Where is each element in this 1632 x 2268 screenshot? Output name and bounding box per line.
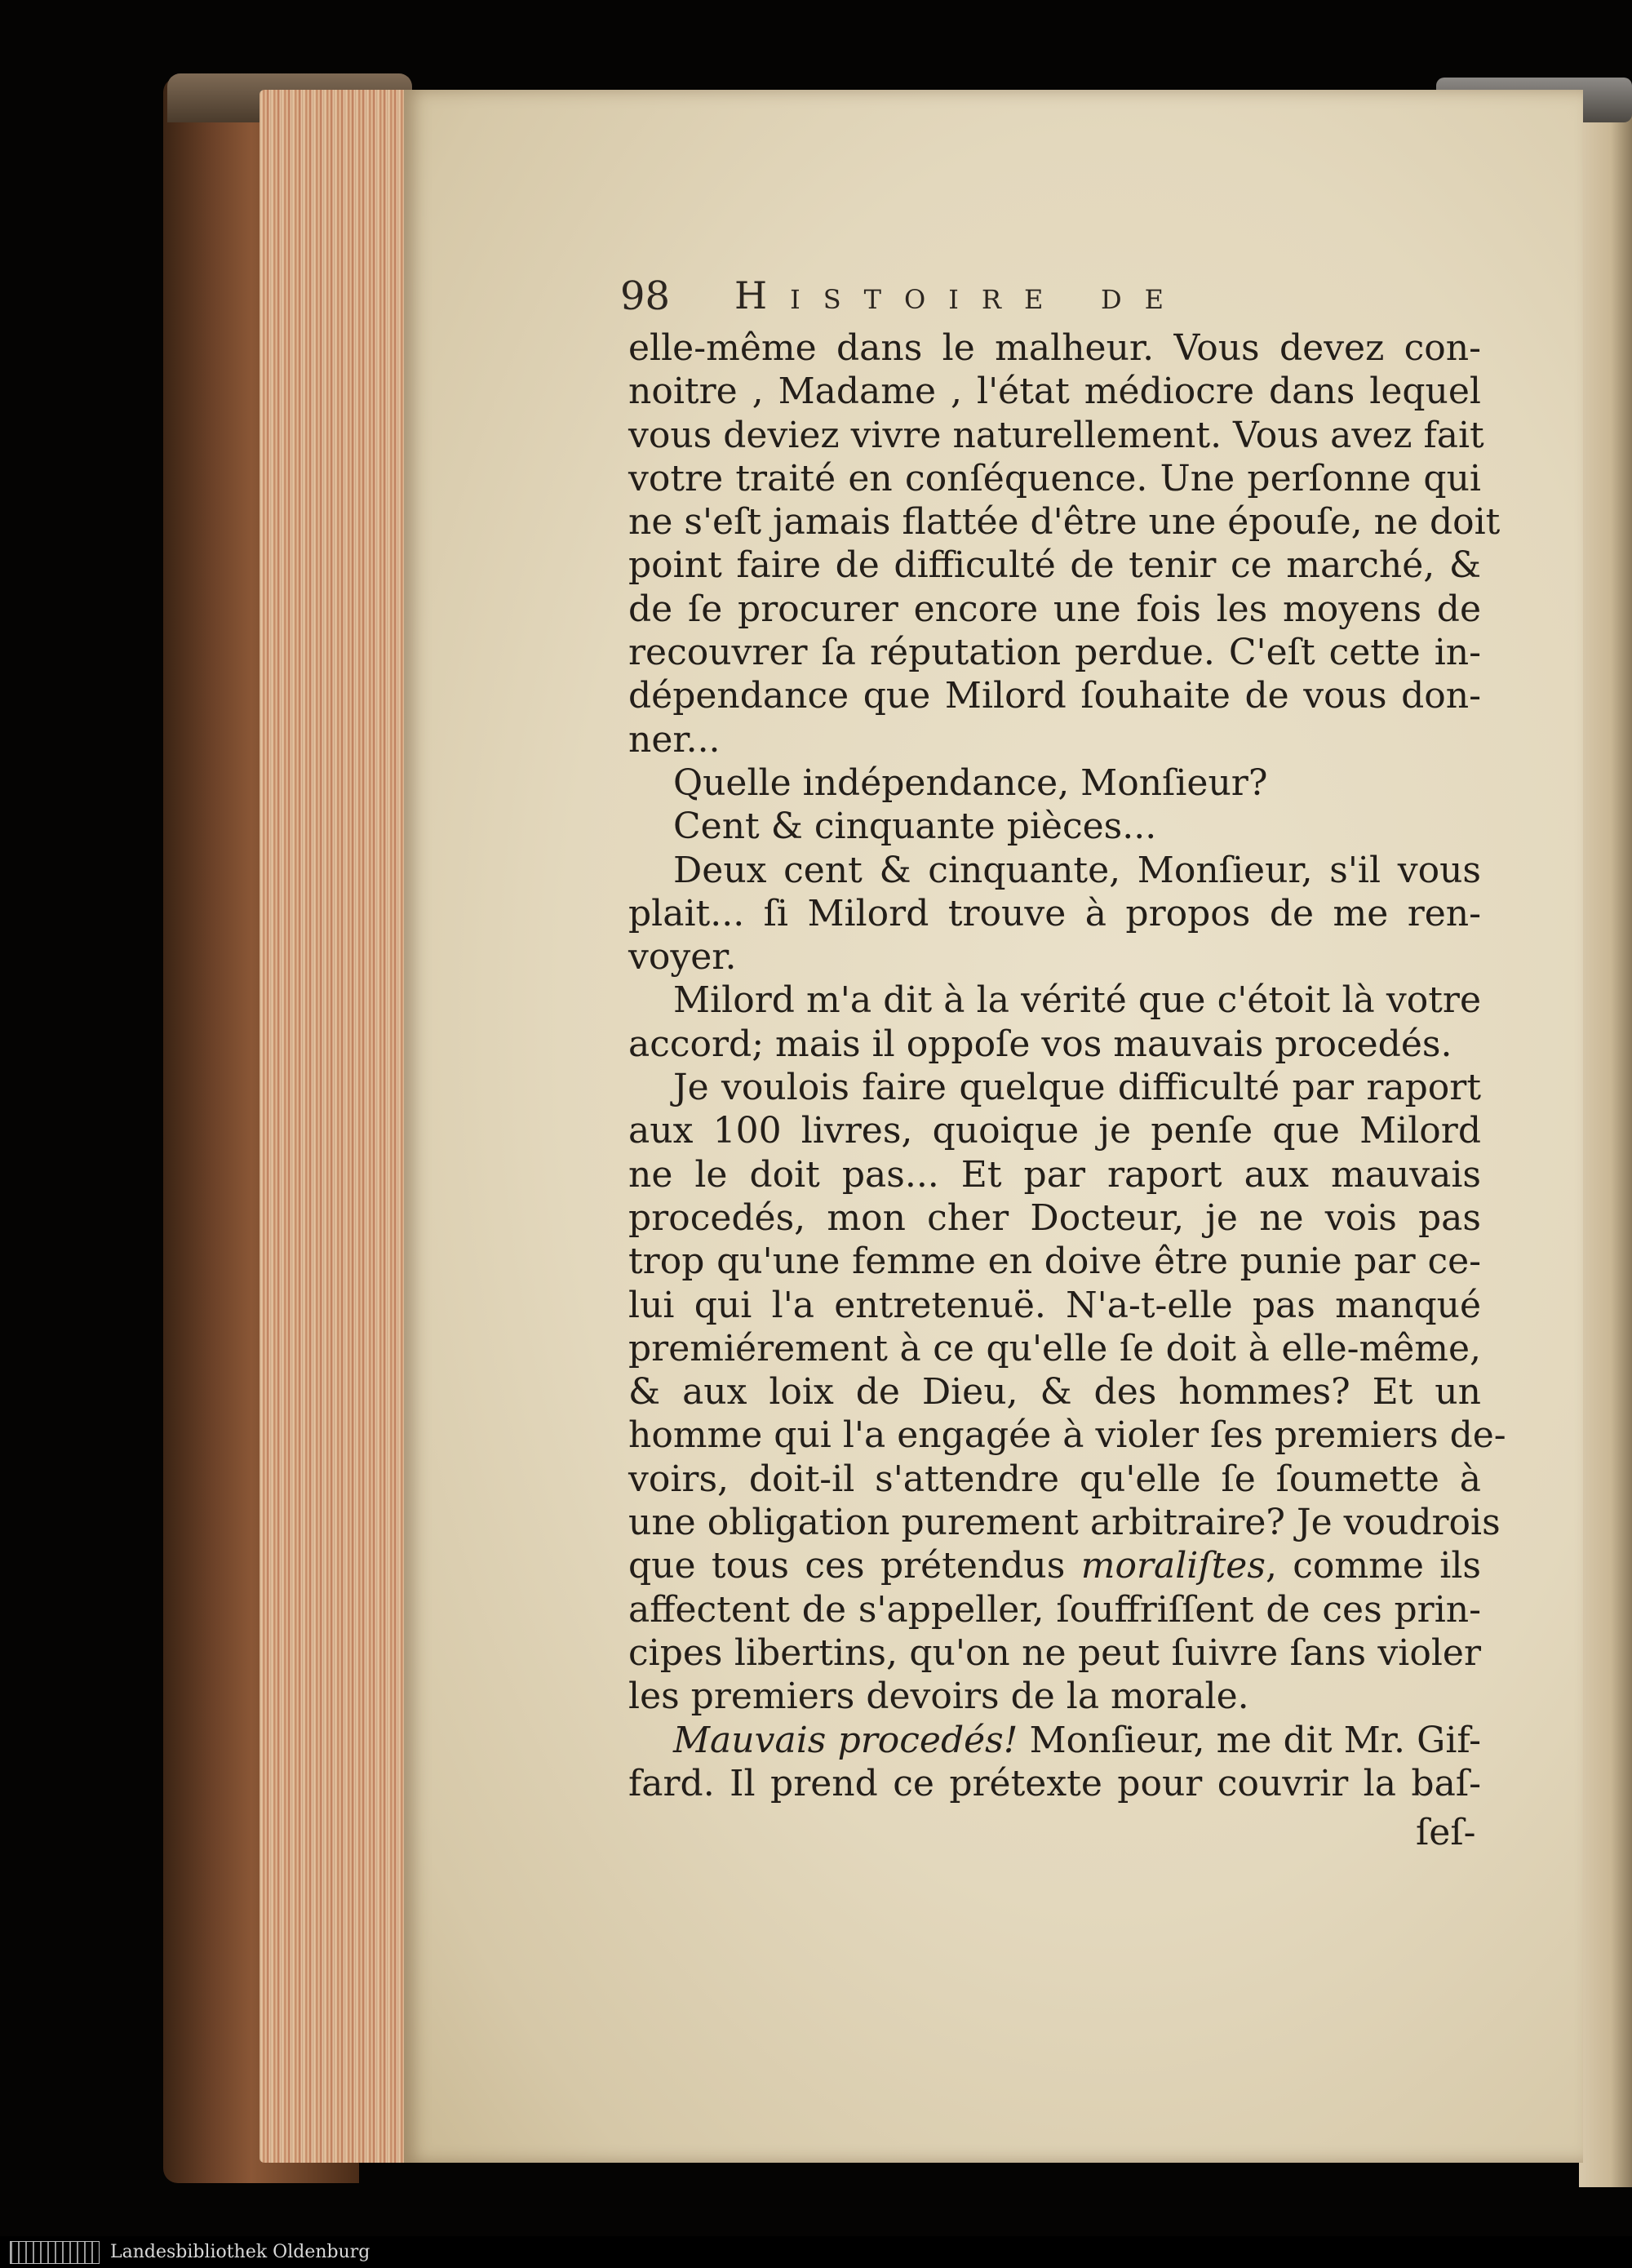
text-run-italic: moraliſtes xyxy=(1080,1545,1266,1587)
text-line: vous deviez vivre naturellement. Vous avez fait xyxy=(628,414,1484,456)
text-line: plait... ſi Milord trouve à propos de me ren- xyxy=(628,892,1481,934)
text-line: accord; mais il oppoſe vos mauvais procedés. xyxy=(628,1023,1452,1065)
text-run: Monſieur, me dit Mr. Gif- xyxy=(1018,1719,1481,1761)
text-line: votre traité en conſéquence. Une perſonne qui xyxy=(628,457,1481,499)
text-line: voirs, doit-il s'attendre qu'elle ſe ſoumette à xyxy=(628,1458,1481,1500)
text-line: trop qu'une femme en doive être punie par ce- xyxy=(628,1241,1481,1283)
text-line: Deux cent & cinquante, Monſieur, s'il vous xyxy=(673,849,1481,891)
text-line: fard. Il prend ce prétexte pour couvrir la baſ- xyxy=(628,1762,1481,1804)
text-line: dépendance que Milord ſouhaite de vous don- xyxy=(628,675,1481,717)
text-line: voyer. xyxy=(628,936,737,979)
text-line: elle-même dans le malheur. Vous devez con- xyxy=(628,327,1481,369)
text-line: aux 100 livres, quoique je penſe que Milord xyxy=(628,1110,1481,1152)
text-line-mixed xyxy=(628,1544,1481,1587)
text-line: Quelle indépendance, Monſieur? xyxy=(673,761,1268,804)
text-line: Milord m'a dit à la vérité que c'étoit là votre xyxy=(673,979,1481,1022)
text-line: ne le doit pas... Et par raport aux mauvais xyxy=(628,1153,1481,1196)
text-line: ne s'eſt jamais flattée d'être une épouſe, ne doit xyxy=(628,501,1501,544)
page-edges xyxy=(259,90,415,2163)
text-line: Cent & cinquante pièces... xyxy=(673,806,1157,848)
text-line: homme qui l'a engagée à violer ſes premiers de- xyxy=(628,1414,1506,1457)
page-number: 98 xyxy=(620,273,671,319)
facing-page-edge xyxy=(1579,98,1632,2187)
text-line: de ſe procurer encore une fois les moyens de xyxy=(628,588,1481,630)
text-line: Je voulois faire quelque difficulté par raport xyxy=(673,1067,1481,1109)
page-header xyxy=(620,273,1355,322)
footer-bar xyxy=(0,2236,1632,2268)
footer-institution: Landesbibliothek Oldenburg xyxy=(110,2242,370,2262)
text-line-mixed xyxy=(628,1719,1481,1762)
text-line: cipes libertins, qu'on ne peut ſuivre ſans violer xyxy=(628,1631,1481,1674)
text-line: procedés, mon cher Docteur, je ne vois pas xyxy=(628,1196,1481,1239)
text-line: point faire de difficulté de tenir ce marché, & xyxy=(628,544,1481,587)
text-line: affectent de s'appeller, ſouffriſſent de ces prin- xyxy=(628,1588,1481,1631)
text-line: & aux loix de Dieu, & des hommes? Et un xyxy=(628,1371,1481,1414)
catchword: ſeſ- xyxy=(1416,1812,1476,1853)
text-run: , comme ils xyxy=(1265,1545,1481,1587)
text-run-italic: Mauvais procedés! xyxy=(673,1719,1018,1761)
running-head: Histoire de xyxy=(734,273,1186,317)
library-logo-icon xyxy=(10,2241,100,2264)
text-line: les premiers devoirs de la morale. xyxy=(628,1675,1249,1718)
text-line: lui qui l'a entretenuë. N'a-t-elle pas manqué xyxy=(628,1284,1481,1326)
text-line: premiérement à ce qu'elle ſe doit à elle-même, xyxy=(628,1327,1481,1369)
text-line: une obligation purement arbitraire? Je voudrois xyxy=(628,1502,1501,1544)
text-run: que tous ces prétendus xyxy=(628,1545,1066,1587)
body-text xyxy=(628,326,1506,1805)
text-line: recouvrer ſa réputation perdue. C'eſt cette in- xyxy=(628,632,1481,674)
text-line: ner... xyxy=(628,718,721,761)
text-line: noitre , Madame , l'état médiocre dans lequel xyxy=(628,371,1481,413)
